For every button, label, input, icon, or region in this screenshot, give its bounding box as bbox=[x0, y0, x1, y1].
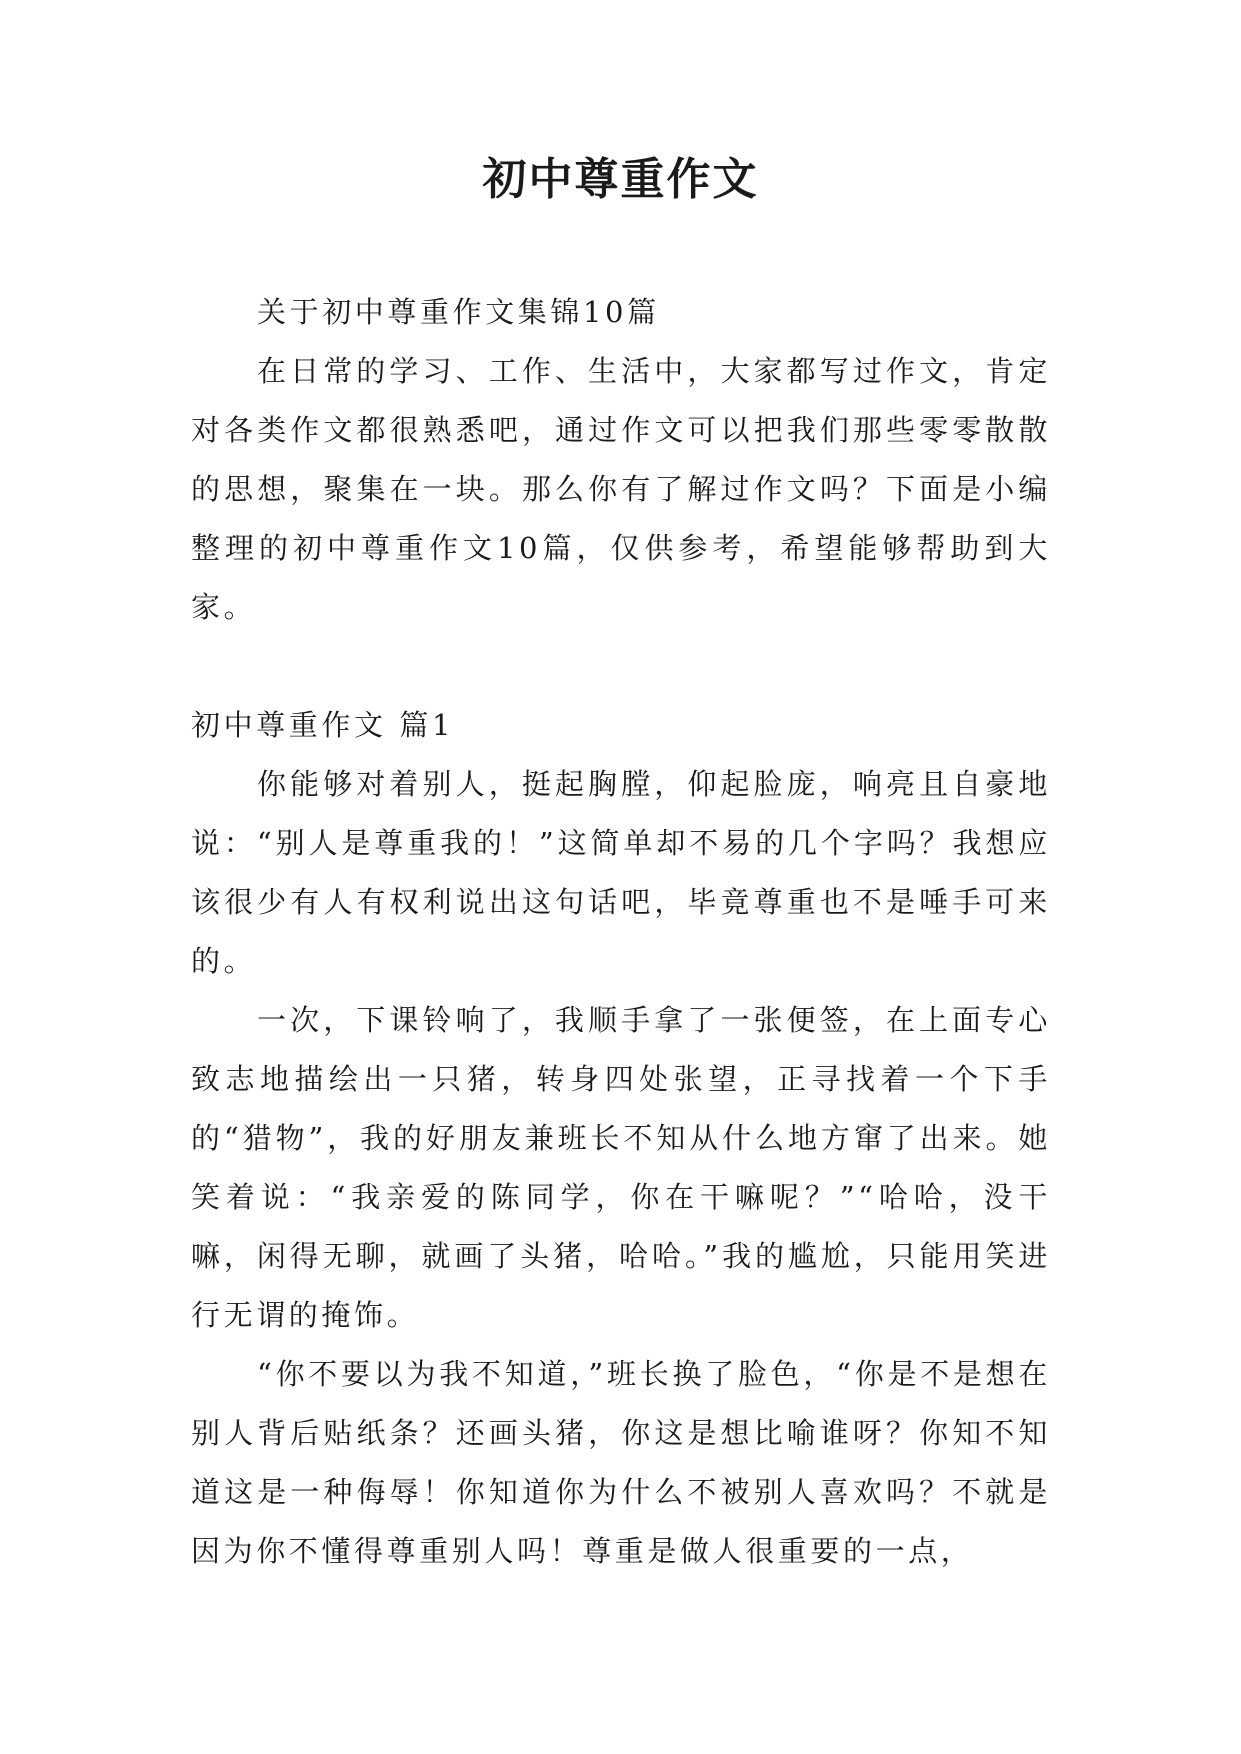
body-paragraph-1: 你能够对着别人，挺起胸膛，仰起脸庞，响亮且自豪地说：“别人是尊重我的！”这简单却不易的几个字吗？我想应该很少有人有权利说出这句话吧，毕竟尊重也不是唾手可来的。 bbox=[191, 767, 1051, 978]
intro-paragraph: 在日常的学习、工作、生活中，大家都写过作文，肯定对各类作文都很熟悉吧，通过作文可以把我们那些零零散散的思想，聚集在一块。那么你有了解过作文吗？下面是小编整理的初中尊重作文10篇，仅供参考，希望能够帮助到大家。 bbox=[191, 354, 1051, 624]
body-paragraph-3: “你不要以为我不知道，”班长换了脸色，“你是不是想在别人背后贴纸条？还画头猪，你这是想比喻谁呀？你知不知道这是一种侮辱！你知道你为什么不被别人喜欢吗？不就是因为你不懂得尊重别人吗！尊重是做人很重要的一点， bbox=[191, 1357, 1051, 1568]
document-body bbox=[191, 283, 1051, 1581]
section-spacer bbox=[191, 637, 1051, 696]
body-paragraph-2: 一次，下课铃响了，我顺手拿了一张便签，在上面专心致志地描绘出一只猪，转身四处张望，正寻找着一个下手的“猎物”，我的好朋友兼班长不知从什么地方窜了出来。她笑着说：“我亲爱的陈同学，你在干嘛呢？”“哈哈，没干嘛，闲得无聊，就画了头猪，哈哈。”我的尴尬，只能用笑进行无谓的掩饰。 bbox=[191, 1003, 1051, 1332]
intro-heading: 关于初中尊重作文集锦10篇 bbox=[257, 295, 660, 329]
page-title: 初中尊重作文 bbox=[482, 154, 759, 205]
section-heading: 初中尊重作文 篇1 bbox=[191, 708, 455, 742]
